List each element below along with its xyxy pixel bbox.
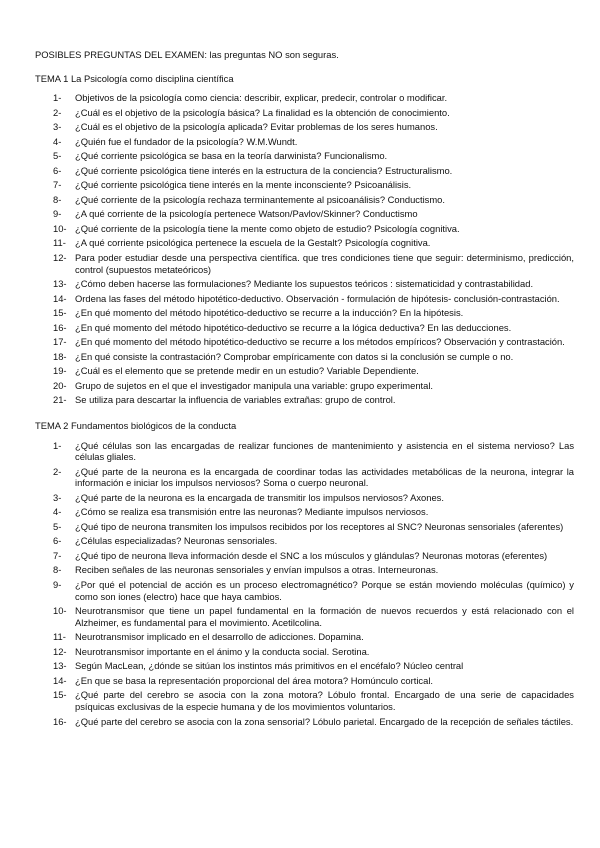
question-item (35, 550, 574, 562)
question-number: 9- (53, 208, 62, 220)
question-number: 5- (53, 150, 62, 162)
question-number: 16- (53, 715, 67, 727)
question-number: 10- (53, 605, 67, 617)
question-item (35, 660, 574, 672)
question-text: ¿Cuál es el objetivo de la psicología aplicada? Evitar problemas de los seres humanos. (75, 121, 438, 133)
question-list-tema-2 (35, 440, 574, 728)
question-text: Objetivos de la psicología como ciencia: describir, explicar, predecir, controlar o modificar. (75, 92, 448, 104)
question-number: 7- (53, 549, 62, 561)
question-number: 1- (53, 439, 62, 451)
question-text: ¿Qué tipo de neurona lleva información desde el SNC a los músculos y glándulas? Neuronas motoras (eferentes) (75, 549, 548, 561)
question-item (35, 107, 574, 119)
question-text: ¿Cuál es el elemento que se pretende medir en un estudio? Variable Dependiente. (75, 365, 419, 377)
question-text: ¿Qué corriente psicológica se basa en la teoría darwinista? Funcionalismo. (75, 150, 388, 162)
question-number: 4- (53, 135, 62, 147)
question-item (35, 92, 574, 104)
question-text: ¿Qué corriente de la psicología rechaza terminantemente al psicoanálisis? Conductismo. (75, 193, 445, 205)
question-text: ¿En que se basa la representación proporcional del área motora? Homúnculo cortical. (75, 674, 434, 686)
question-number: 14- (53, 292, 67, 304)
question-list-tema-1 (35, 92, 574, 405)
question-item (35, 689, 574, 712)
question-text: Neurotransmisor que tiene un papel fundamental en la formación de nuevos recuerdos y está relacionado con el Alzheimer, es fundamental para el movimiento. Acetilcolina. (75, 605, 574, 628)
question-text: Grupo de sujetos en el que el investigador manipula una variable: grupo experimental. (75, 379, 434, 391)
question-item (35, 492, 574, 504)
question-item (35, 380, 574, 392)
question-text: ¿Qué corriente psicológica tiene interés en la mente inconsciente? Psicoanálisis. (75, 179, 412, 191)
question-text: ¿Cómo se realiza esa transmisión entre las neuronas? Mediante impulsos nerviosos. (75, 506, 429, 518)
question-number: 15- (53, 307, 67, 319)
question-number: 20- (53, 379, 67, 391)
question-text: ¿En qué momento del método hipotético-deductivo se recurre a los métodos empíricos? Observación y contrastación. (75, 336, 565, 348)
section-title-tema-1: TEMA 1 La Psicología como disciplina científica (35, 72, 234, 84)
question-text: ¿Quién fue el fundador de la psicología? W.M.Wundt. (75, 135, 298, 147)
question-item (35, 716, 574, 728)
question-number: 15- (53, 689, 67, 701)
question-text: ¿Cómo deben hacerse las formulaciones? Mediante los supuestos teóricos : sistematicidad y contrastabilidad. (75, 278, 534, 290)
question-item (35, 336, 574, 348)
question-text: ¿Qué parte de la neurona es la encargada de coordinar todas las actividades metabólicas de la neurona, integrar la información e iniciar los impulsos nerviosos? Soma o cuerpo neuronal. (75, 465, 574, 489)
question-text: ¿Qué parte de la neurona es la encargada de transmitir los impulsos nerviosos? Axones. (75, 491, 444, 503)
question-item (35, 506, 574, 518)
question-number: 14- (53, 674, 67, 686)
question-number: 1- (53, 92, 62, 104)
question-text: ¿Qué parte del cerebro se asocia con la zona sensorial? Lóbulo parietal. Encargado de la recepción de señales táctiles. (75, 715, 574, 727)
question-number: 13- (53, 660, 67, 672)
question-text: Reciben señales de las neuronas sensoriales y envían impulsos a otras. Interneuronas. (75, 564, 439, 576)
question-number: 21- (53, 394, 67, 406)
question-text: ¿Cuál es el objetivo de la psicología básica? La finalidad es la obtención de conocimiento. (75, 106, 450, 118)
question-number: 4- (53, 506, 62, 518)
question-number: 3- (53, 121, 62, 133)
question-number: 3- (53, 491, 62, 503)
question-item (35, 440, 574, 463)
question-text: Neurotransmisor implicado en el desarrollo de adicciones. Dopamina. (75, 631, 364, 643)
question-text: ¿Qué tipo de neurona transmiten los impulsos recibidos por los receptores al SNC? Neuronas sensoriales (aferentes) (75, 520, 564, 532)
question-number: 8- (53, 193, 62, 205)
question-number: 6- (53, 535, 62, 547)
document-header: POSIBLES PREGUNTAS DEL EXAMEN: las preguntas NO son seguras. (35, 49, 339, 60)
question-text: ¿Qué parte del cerebro se asocia con la zona motora? Lóbulo frontal. Encargado de una serie de capacidades psíquicas exclusivas de la especie humana y de los movimientos voluntarios. (75, 689, 574, 713)
question-item (35, 237, 574, 249)
question-number: 18- (53, 350, 67, 362)
question-item (35, 579, 574, 602)
question-number: 12- (53, 645, 67, 657)
question-item (35, 646, 574, 658)
question-item (35, 521, 574, 533)
question-item (35, 365, 574, 377)
question-item (35, 194, 574, 206)
question-number: 12- (53, 251, 67, 263)
question-item (35, 278, 574, 290)
question-text: Neurotransmisor importante en el ánimo y la conducta social. Serotina. (75, 645, 370, 657)
question-item (35, 466, 574, 489)
question-item (35, 675, 574, 687)
question-number: 9- (53, 578, 62, 590)
question-text: Para poder estudiar desde una perspectiva científica. que tres condiciones tiene que seguir: determinismo, predicción, control (supuestos metateóricos) (75, 251, 574, 275)
question-item (35, 351, 574, 363)
question-text: ¿A qué corriente de la psicología pertenece Watson/Pavlov/Skinner? Conductismo (75, 208, 418, 220)
question-item (35, 121, 574, 133)
question-item (35, 150, 574, 162)
question-number: 11- (53, 237, 66, 249)
question-item (35, 535, 574, 547)
question-item (35, 208, 574, 220)
question-text: ¿Por qué el potencial de acción es un proceso electromagnético? Porque se están moviendo moléculas (químico) y como son iones (electro) hace que haya cambios. (75, 578, 574, 602)
question-text: ¿A qué corriente psicológica pertenece la escuela de la Gestalt? Psicología cognitiva. (75, 237, 431, 249)
question-item (35, 136, 574, 148)
question-item (35, 252, 574, 275)
question-item (35, 564, 574, 576)
question-text: ¿Células especializadas? Neuronas sensoriales. (75, 535, 278, 547)
question-number: 5- (53, 520, 62, 532)
question-number: 2- (53, 106, 62, 118)
section-title-tema-2: TEMA 2 Fundamentos biológicos de la conducta (35, 419, 237, 431)
question-item (35, 605, 574, 628)
question-number: 13- (53, 278, 67, 290)
question-number: 6- (53, 164, 62, 176)
question-item (35, 223, 574, 235)
question-number: 19- (53, 365, 67, 377)
question-text: ¿Qué corriente de la psicología tiene la mente como objeto de estudio? Psicología cognitiva. (75, 222, 460, 234)
question-item (35, 631, 574, 643)
question-number: 11- (53, 631, 66, 643)
question-text: Se utiliza para descartar la influencia de variables extrañas: grupo de control. (75, 394, 396, 406)
question-item (35, 165, 574, 177)
question-text: Según MacLean, ¿dónde se sitúan los instintos más primitivos en el encéfalo? Núcleo central (75, 660, 464, 672)
question-number: 2- (53, 465, 62, 477)
question-text: ¿En qué momento del método hipotético-deductivo se recurre a la lógica deductiva? En las deducciones. (75, 321, 512, 333)
question-item (35, 307, 574, 319)
question-text: ¿Qué células son las encargadas de realizar funciones de mantenimiento y asistencia en el sistema nervioso? Las células gliales. (75, 439, 574, 463)
question-number: 8- (53, 564, 62, 576)
question-text: ¿En qué consiste la contrastación? Comprobar empíricamente con datos si la conclusión se cumple o no. (75, 350, 514, 362)
question-number: 7- (53, 179, 62, 191)
question-text: Ordena las fases del método hipotético-deductivo. Observación - formulación de hipótesis- conclusión-contrastación. (75, 292, 560, 304)
question-number: 10- (53, 222, 67, 234)
question-number: 16- (53, 321, 67, 333)
question-item (35, 293, 574, 305)
question-item (35, 394, 574, 406)
question-item (35, 322, 574, 334)
question-text: ¿En qué momento del método hipotético-deductivo se recurre a la inducción? En la hipótesis. (75, 307, 464, 319)
question-item (35, 179, 574, 191)
question-number: 17- (53, 336, 67, 348)
question-text: ¿Qué corriente psicológica tiene interés en la estructura de la conciencia? Estructuralismo. (75, 164, 453, 176)
